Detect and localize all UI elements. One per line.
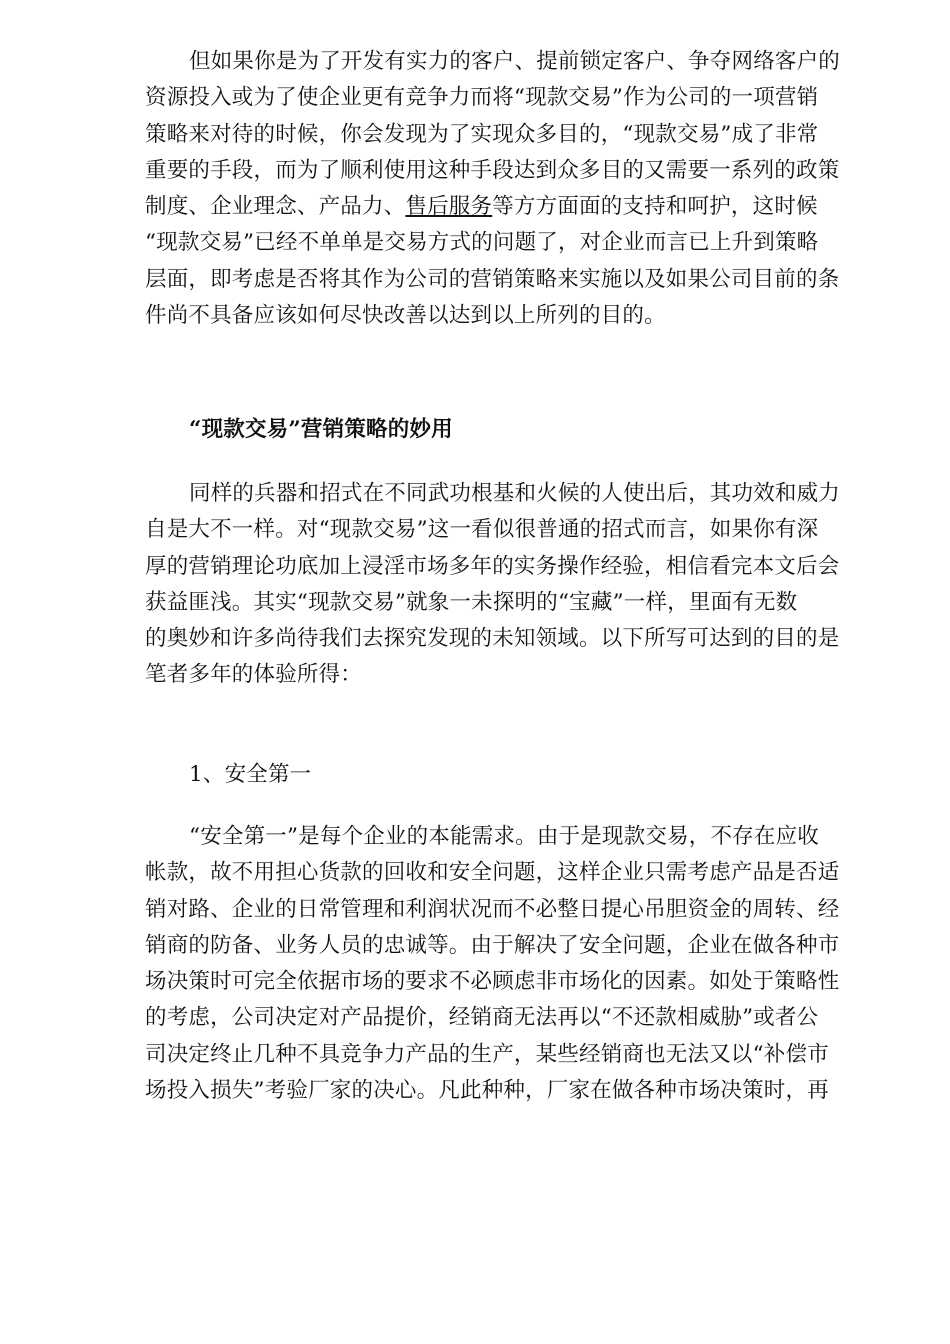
text-line: 场决策时可完全依据市场的要求不必顾虑非市场化的因素。如处于策略性 — [145, 969, 840, 995]
text-line: 的奥妙和许多尚待我们去探究发现的未知领域。以下所写可达到的目的是 — [145, 626, 840, 652]
text-line: 但如果你是为了开发有实力的客户、提前锁定客户、争夺网络客户的 — [189, 49, 841, 74]
subheading-text: 1、安全第一 — [189, 762, 312, 787]
text-segment: 等方方面面的支持和呵护，这时候 — [492, 194, 818, 220]
text-line: 层面，即考虑是否将其作为公司的营销策略来实施以及如果公司目前的条 — [145, 266, 840, 292]
text-line: 重要的手段，而为了顺利使用这种手段达到众多目的又需要一系列的政策 — [145, 157, 840, 183]
text-line: 帐款，故不用担心货款的回收和安全问题，这样企业只需考虑产品是否适 — [145, 860, 840, 886]
after-sales-service-link[interactable]: 售后服务 — [405, 194, 493, 220]
text-line — [145, 189, 863, 225]
text-line: “现款交易”已经不单单是交易方式的问题了，对企业而言已上升到策略 — [145, 230, 819, 256]
text-segment: 制度、企业理念、产品力、 — [145, 194, 406, 220]
text-line: 司决定终止几种不具竞争力产品的生产，某些经销商也无法又以“补偿市 — [145, 1041, 829, 1067]
text-line: 同样的兵器和招式在不同武功根基和火候的人使出后，其功效和威力 — [189, 481, 841, 506]
text-line: 的考虑，公司决定对产品提价，经销商无法再以“不还款相威胁”或者公 — [145, 1005, 819, 1031]
heading-text: “现款交易”营销策略的妙用 — [189, 417, 453, 442]
text-line: 自是大不一样。对“现款交易”这一看似很普通的招式而言，如果你有深 — [145, 517, 819, 543]
text-line: 厚的营销理论功底加上浸淫市场多年的实务操作经验，相信看完本文后会 — [145, 553, 840, 579]
paragraph-intro — [145, 44, 863, 334]
section-heading-cash-trading — [145, 412, 863, 448]
text-line: 策略来对待的时候，你会发现为了实现众多目的，“现款交易”成了非常 — [145, 121, 819, 147]
text-line: 获益匪浅。其实“现款交易”就象一未探明的“宝藏”一样，里面有无数 — [145, 589, 798, 615]
subheading-safety-first — [145, 757, 863, 793]
paragraph-weapons-analogy — [145, 476, 863, 694]
text-line: 场投入损失”考验厂家的决心。凡此种种，厂家在做各种市场决策时，再 — [145, 1078, 829, 1104]
text-line: 资源投入或为了使企业更有竞争力而将“现款交易”作为公司的一项营销 — [145, 85, 819, 111]
text-line: 笔者多年的体验所得： — [145, 662, 363, 688]
text-line: “安全第一”是每个企业的本能需求。由于是现款交易，不存在应收 — [189, 824, 819, 849]
paragraph-safety-first — [145, 819, 863, 1109]
text-line: 件尚不具备应该如何尽快改善以达到以上所列的目的。 — [145, 303, 666, 329]
text-line: 销对路、企业的日常管理和利润状况而不必整日提心吊胆资金的周转、经 — [145, 896, 840, 922]
text-line: 销商的防备、业务人员的忠诚等。由于解决了安全问题，企业在做各种市 — [145, 932, 840, 958]
